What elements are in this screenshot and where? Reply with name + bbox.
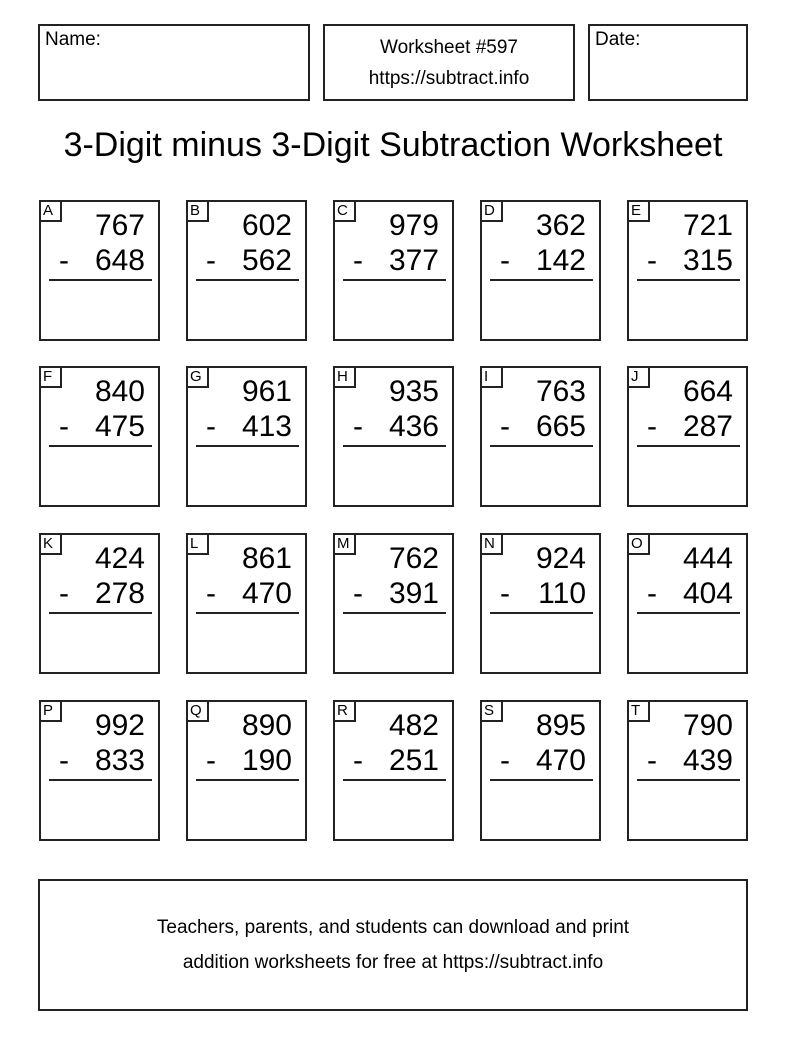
problem-label: D [480,200,503,222]
answer-line [637,279,740,281]
problem-label: O [627,533,650,555]
worksheet-info-box [323,24,575,101]
problem-box[interactable] [39,533,160,674]
subtrahend: 142 [535,244,586,277]
minuend: 664 [682,375,733,408]
problem-box[interactable] [627,366,748,507]
subtrahend: 190 [241,744,292,777]
minuend: 790 [682,709,733,742]
subtrahend: 470 [241,577,292,610]
subtrahend: 377 [388,244,439,277]
minuend: 444 [682,542,733,575]
minuend: 924 [535,542,586,575]
problem-label: J [627,366,650,388]
subtrahend: 251 [388,744,439,777]
problem-box[interactable] [480,533,601,674]
minus-sign-icon: - [647,244,657,277]
answer-line [49,779,152,781]
minus-sign-icon: - [353,410,363,443]
answer-line [490,779,593,781]
subtrahend: 665 [535,410,586,443]
problem-box[interactable] [480,366,601,507]
minuend: 482 [388,709,439,742]
footer-line-1: Teachers, parents, and students can download and print [156,917,630,938]
minuend: 979 [388,209,439,242]
answer-line [490,612,593,614]
answer-line [49,445,152,447]
problem-label: C [333,200,356,222]
answer-line [49,612,152,614]
subtrahend: 475 [94,410,145,443]
minus-sign-icon: - [353,244,363,277]
minus-sign-icon: - [59,244,69,277]
minus-sign-icon: - [500,744,510,777]
date-box[interactable] [588,24,748,101]
problem-box[interactable] [333,700,454,841]
problem-label: S [480,700,503,722]
problem-label: G [186,366,209,388]
problem-label: M [333,533,356,555]
subtrahend: 404 [682,577,733,610]
problem-label: H [333,366,356,388]
minuend: 895 [535,709,586,742]
problem-box[interactable] [333,533,454,674]
minuend: 935 [388,375,439,408]
minuend: 767 [94,209,145,242]
subtrahend: 833 [94,744,145,777]
problem-box[interactable] [186,366,307,507]
answer-line [343,279,446,281]
answer-line [196,445,299,447]
problem-label: T [627,700,650,722]
problem-label: I [480,366,503,388]
minus-sign-icon: - [500,577,510,610]
problem-box[interactable] [186,200,307,341]
answer-line [49,279,152,281]
site-url: https://subtract.info [368,67,530,89]
problem-box[interactable] [39,366,160,507]
footer-box [38,879,748,1011]
minuend: 362 [535,209,586,242]
name-label: Name: [45,29,101,50]
minuend: 890 [241,709,292,742]
subtrahend: 413 [241,410,292,443]
minuend: 840 [94,375,145,408]
minus-sign-icon: - [647,410,657,443]
problem-label: L [186,533,209,555]
problem-box[interactable] [480,700,601,841]
subtrahend: 278 [94,577,145,610]
answer-line [196,279,299,281]
minuend: 424 [94,542,145,575]
minus-sign-icon: - [59,744,69,777]
subtrahend: 470 [535,744,586,777]
problem-label: B [186,200,209,222]
answer-line [343,445,446,447]
answer-line [637,779,740,781]
problem-label: P [39,700,62,722]
problem-box[interactable] [186,700,307,841]
minus-sign-icon: - [206,744,216,777]
subtrahend: 287 [682,410,733,443]
problem-label: Q [186,700,209,722]
answer-line [490,445,593,447]
problem-box[interactable] [333,200,454,341]
problem-box[interactable] [627,533,748,674]
problem-box[interactable] [39,200,160,341]
page-title: 3-Digit minus 3-Digit Subtraction Worksheet [63,126,723,164]
answer-line [343,779,446,781]
minuend: 992 [94,709,145,742]
subtrahend: 648 [94,244,145,277]
subtrahend: 436 [388,410,439,443]
subtrahend: 391 [388,577,439,610]
answer-line [343,612,446,614]
subtrahend: 562 [241,244,292,277]
minuend: 602 [241,209,292,242]
minus-sign-icon: - [59,577,69,610]
minuend: 961 [241,375,292,408]
answer-line [637,445,740,447]
minus-sign-icon: - [206,577,216,610]
minus-sign-icon: - [353,744,363,777]
problem-box[interactable] [186,533,307,674]
minus-sign-icon: - [500,244,510,277]
problem-box[interactable] [39,700,160,841]
minus-sign-icon: - [647,744,657,777]
minus-sign-icon: - [647,577,657,610]
footer-line-2: addition worksheets for free at https://subtract.info [182,952,604,973]
minuend: 763 [535,375,586,408]
minuend: 762 [388,542,439,575]
minus-sign-icon: - [59,410,69,443]
problem-label: N [480,533,503,555]
subtrahend: 439 [682,744,733,777]
problem-label: E [627,200,650,222]
answer-line [490,279,593,281]
minuend: 721 [682,209,733,242]
minus-sign-icon: - [500,410,510,443]
subtrahend: 315 [682,244,733,277]
problem-box[interactable] [480,200,601,341]
answer-line [196,779,299,781]
answer-line [196,612,299,614]
minus-sign-icon: - [206,410,216,443]
problem-label: F [39,366,62,388]
problem-box[interactable] [333,366,454,507]
problem-box[interactable] [627,200,748,341]
problem-box[interactable] [627,700,748,841]
minuend: 861 [241,542,292,575]
worksheet-number: Worksheet #597 [379,36,518,58]
subtrahend: 110 [538,577,586,610]
name-box[interactable] [38,24,310,101]
problem-label: R [333,700,356,722]
problem-label: K [39,533,62,555]
problem-label: A [39,200,62,222]
minus-sign-icon: - [206,244,216,277]
minus-sign-icon: - [353,577,363,610]
answer-line [637,612,740,614]
date-label: Date: [595,29,641,50]
